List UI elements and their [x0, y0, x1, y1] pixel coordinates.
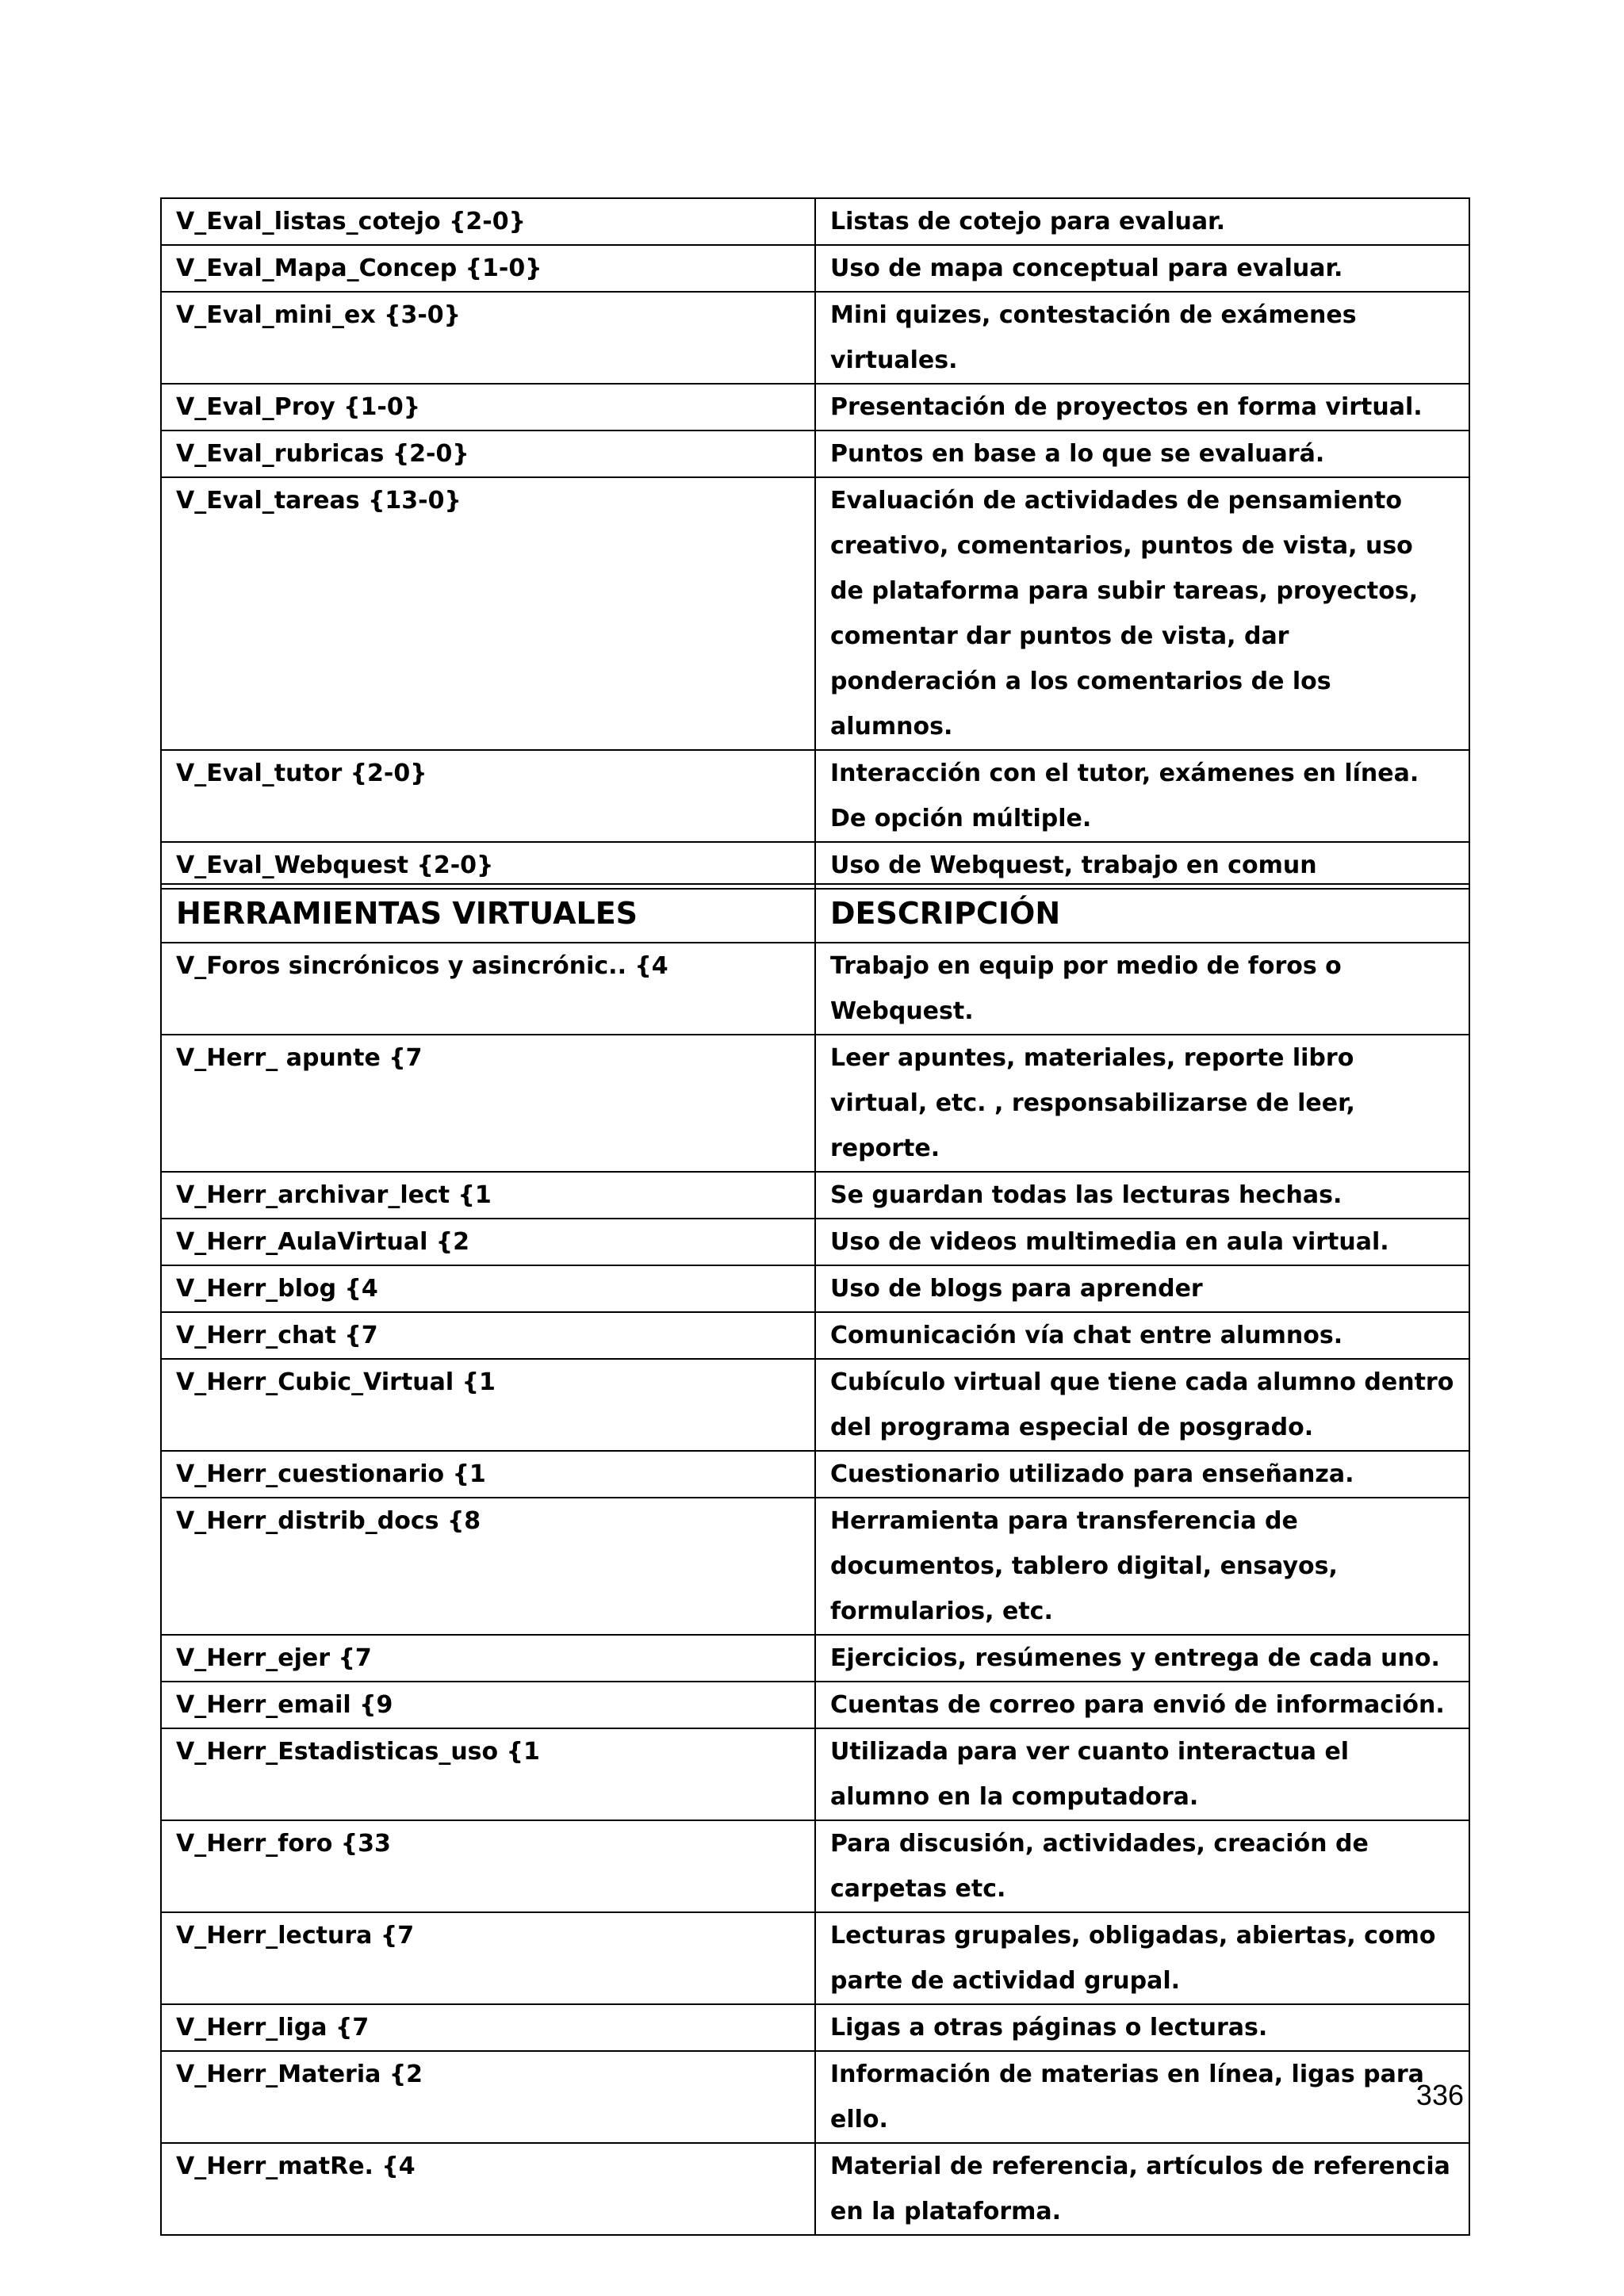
- description-cell: Información de materias en línea, ligas para ello.: [815, 2051, 1469, 2143]
- description-cell: Ligas a otras páginas o lecturas.: [815, 2004, 1469, 2051]
- table-row: [161, 477, 1469, 750]
- code-cell: V_Herr_blog {4: [161, 1265, 815, 1312]
- header-code: HERRAMIENTAS VIRTUALES: [161, 884, 815, 943]
- description-cell: Uso de videos multimedia en aula virtual.: [815, 1219, 1469, 1265]
- description-cell: Comunicación vía chat entre alumnos.: [815, 1312, 1469, 1359]
- evaluation-codes-body: [161, 198, 1469, 889]
- code-cell: V_Eval_rubricas {2-0}: [161, 430, 815, 477]
- code-cell: V_Herr_ apunte {7: [161, 1035, 815, 1172]
- description-cell: Para discusión, actividades, creación de carpetas etc.: [815, 1820, 1469, 1912]
- table-row: [161, 1359, 1469, 1451]
- table-row: [161, 1682, 1469, 1728]
- code-cell: V_Eval_tareas {13-0}: [161, 477, 815, 750]
- code-cell: V_Eval_listas_cotejo {2-0}: [161, 198, 815, 245]
- table-row: [161, 292, 1469, 384]
- table-row: [161, 1820, 1469, 1912]
- description-cell: Uso de mapa conceptual para evaluar.: [815, 245, 1469, 292]
- description-cell: Lecturas grupales, obligadas, abiertas, como parte de actividad grupal.: [815, 1912, 1469, 2004]
- table-row: [161, 1312, 1469, 1359]
- table-row: [161, 1172, 1469, 1219]
- description-cell: Cuentas de correo para envió de información.: [815, 1682, 1469, 1728]
- code-cell: V_Herr_email {9: [161, 1682, 815, 1728]
- table-row: [161, 430, 1469, 477]
- table-row: [161, 1219, 1469, 1265]
- code-cell: V_Herr_liga {7: [161, 2004, 815, 2051]
- table-row: [161, 1728, 1469, 1820]
- description-cell: Cubículo virtual que tiene cada alumno dentro del programa especial de posgrado.: [815, 1359, 1469, 1451]
- virtual-tools-body: [161, 943, 1469, 2235]
- table-row: [161, 1635, 1469, 1682]
- evaluation-codes-table: [160, 197, 1470, 890]
- code-cell: V_Herr_cuestionario {1: [161, 1451, 815, 1498]
- description-cell: Evaluación de actividades de pensamiento creativo, comentarios, puntos de vista, uso de plataforma para subir tareas, proyectos, comentar dar puntos de vista, dar ponderación a los comentarios de los alumnos.: [815, 477, 1469, 750]
- code-cell: V_Herr_matRe. {4: [161, 2143, 815, 2235]
- table-row: [161, 842, 1469, 889]
- description-cell: Utilizada para ver cuanto interactua el alumno en la computadora.: [815, 1728, 1469, 1820]
- code-cell: V_Herr_lectura {7: [161, 1912, 815, 2004]
- virtual-tools-header: [161, 884, 1469, 943]
- table-row: [161, 384, 1469, 430]
- table-row: [161, 1912, 1469, 2004]
- table-row: [161, 198, 1469, 245]
- table-row: [161, 245, 1469, 292]
- description-cell: Trabajo en equip por medio de foros o Webquest.: [815, 943, 1469, 1035]
- code-cell: V_Herr_Materia {2: [161, 2051, 815, 2143]
- code-cell: V_Herr_archivar_lect {1: [161, 1172, 815, 1219]
- table-row: [161, 2051, 1469, 2143]
- code-cell: V_Herr_chat {7: [161, 1312, 815, 1359]
- description-cell: Listas de cotejo para evaluar.: [815, 198, 1469, 245]
- code-cell: V_Eval_mini_ex {3-0}: [161, 292, 815, 384]
- code-cell: V_Herr_distrib_docs {8: [161, 1498, 815, 1635]
- description-cell: Mini quizes, contestación de exámenes virtuales.: [815, 292, 1469, 384]
- table-row: [161, 750, 1469, 842]
- code-cell: V_Eval_tutor {2-0}: [161, 750, 815, 842]
- code-cell: V_Herr_Cubic_Virtual {1: [161, 1359, 815, 1451]
- description-cell: Material de referencia, artículos de referencia en la plataforma.: [815, 2143, 1469, 2235]
- description-cell: Leer apuntes, materiales, reporte libro virtual, etc. , responsabilizarse de leer, reporte.: [815, 1035, 1469, 1172]
- code-cell: V_Eval_Proy {1-0}: [161, 384, 815, 430]
- description-cell: Interacción con el tutor, exámenes en línea. De opción múltiple.: [815, 750, 1469, 842]
- code-cell: V_Herr_foro {33: [161, 1820, 815, 1912]
- description-cell: Se guardan todas las lecturas hechas.: [815, 1172, 1469, 1219]
- code-cell: V_Eval_Mapa_Concep {1-0}: [161, 245, 815, 292]
- description-cell: Presentación de proyectos en forma virtual.: [815, 384, 1469, 430]
- description-cell: Uso de blogs para aprender: [815, 1265, 1469, 1312]
- table-row: [161, 1265, 1469, 1312]
- table-row: [161, 943, 1469, 1035]
- code-cell: V_Herr_Estadisticas_uso {1: [161, 1728, 815, 1820]
- page-number: 336: [1415, 2079, 1464, 2111]
- table-row: [161, 1451, 1469, 1498]
- description-cell: Uso de Webquest, trabajo en comun: [815, 842, 1469, 889]
- table-row: [161, 2143, 1469, 2235]
- description-cell: Puntos en base a lo que se evaluará.: [815, 430, 1469, 477]
- table-row: [161, 1498, 1469, 1635]
- description-cell: Herramienta para transferencia de documentos, tablero digital, ensayos, formularios, etc.: [815, 1498, 1469, 1635]
- code-cell: V_Herr_ejer {7: [161, 1635, 815, 1682]
- description-cell: Ejercicios, resúmenes y entrega de cada uno.: [815, 1635, 1469, 1682]
- table-row: [161, 2004, 1469, 2051]
- description-cell: Cuestionario utilizado para enseñanza.: [815, 1451, 1469, 1498]
- code-cell: V_Eval_Webquest {2-0}: [161, 842, 815, 889]
- header-row: [161, 884, 1469, 943]
- table-row: [161, 1035, 1469, 1172]
- virtual-tools-table: [160, 883, 1470, 2236]
- code-cell: V_Herr_AulaVirtual {2: [161, 1219, 815, 1265]
- header-description: DESCRIPCIÓN: [815, 884, 1469, 943]
- code-cell: V_Foros sincrónicos y asincrónic.. {4: [161, 943, 815, 1035]
